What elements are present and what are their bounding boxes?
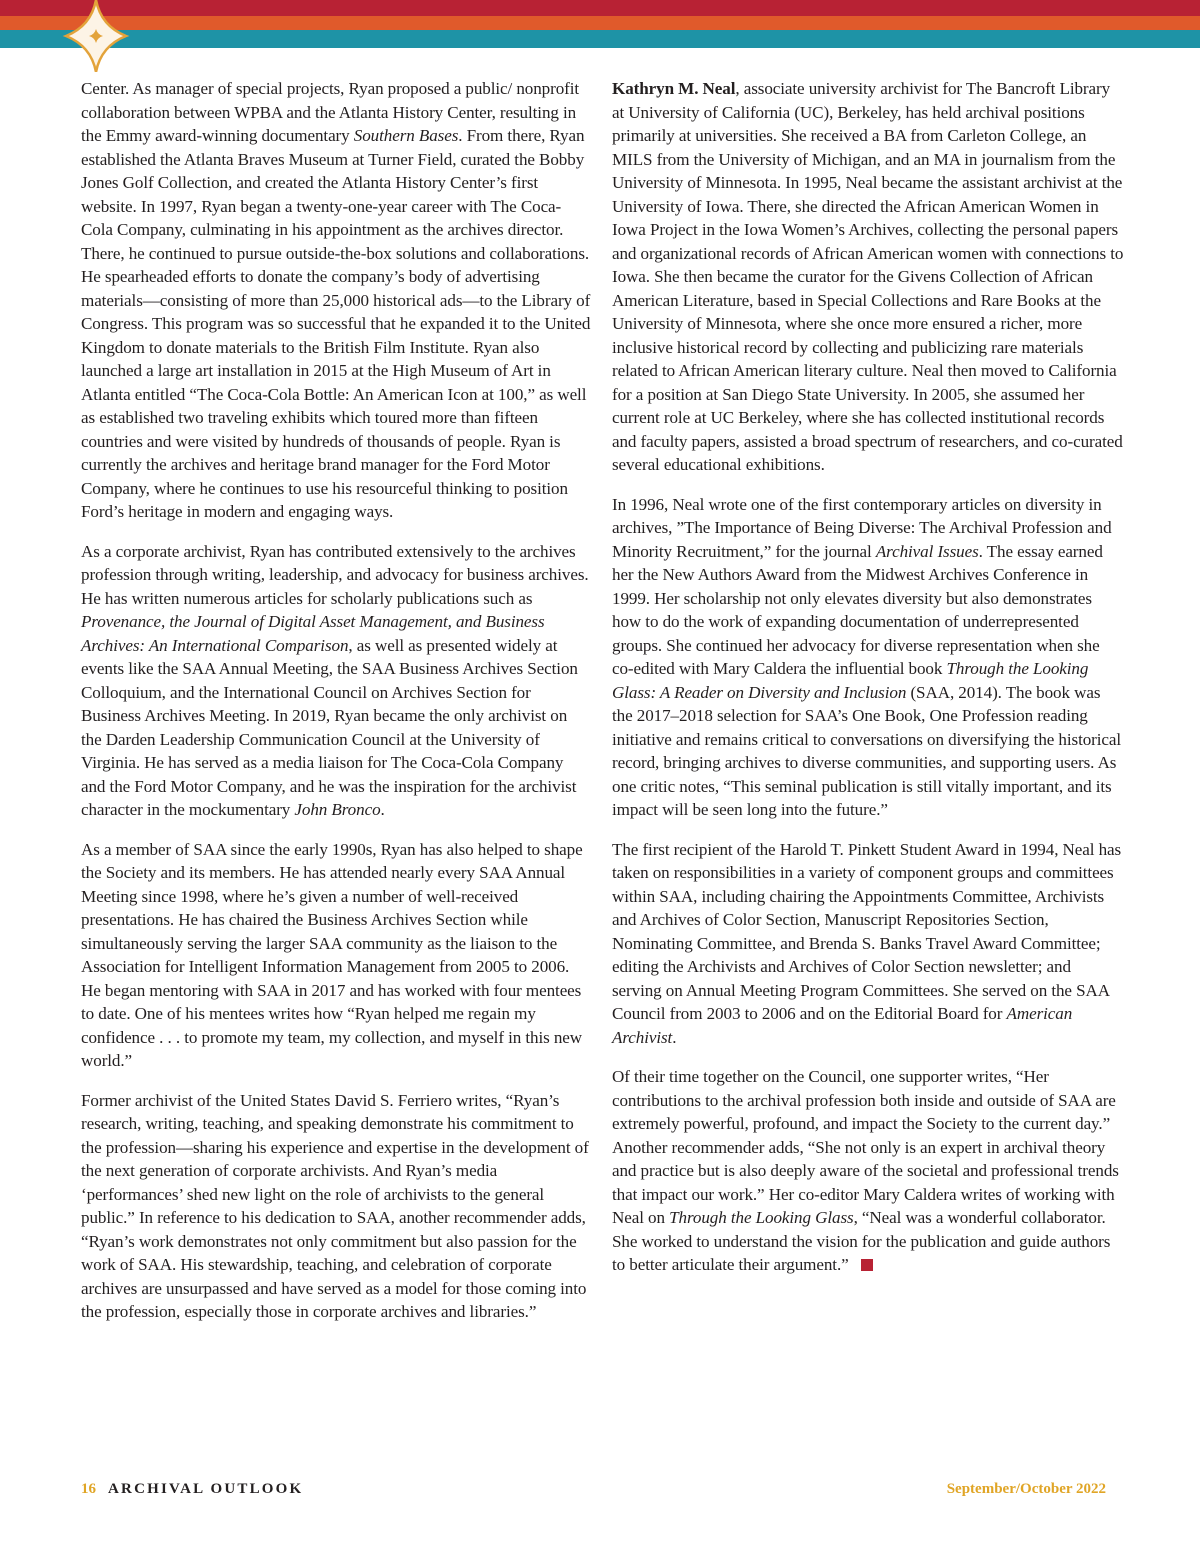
right-paragraph-1 [612, 77, 1124, 477]
italic-title: Southern Bases [353, 126, 459, 145]
italic-title: Through the Looking Glass: A Reader on Diversity and Inclusion [612, 659, 1089, 702]
right-paragraph-3: The first recipient of the Harold T. Pinkett Student Award in 1994, Neal has taken on responsibilities in a variety of component groups and committees within SAA, including chairing the Appointments Committee, Archivists and Archives of Color Section, Manuscript Repositories Section, Nominating Committee, and Brenda S. Banks Travel Award Committee; editing the Archivists and Archives of Color Section newsletter; and serving on Annual Meeting Program Committees. She served on the SAA Council from 2003 to 2006 and on the Editorial Board for American Archivist. [612, 839, 1122, 1047]
page-number: 16 [81, 1481, 96, 1497]
italic-title: John Bronco [294, 800, 381, 819]
right-column [612, 77, 1124, 1277]
left-paragraph-3: As a member of SAA since the early 1990s, Ryan has also helped to shape the Society and its members. He has attended nearly every SAA Annual Meeting since 1998, where he’s given a number of well-received presentations. He has chaired the Business Archives Section while simultaneously serving the larger SAA community as the liaison to the Association for Intelligent Information Management from 2005 to 2006. He began mentoring with SAA in 2017 and has worked with four mentees to date. One of his mentees writes how “Ryan helped me regain my confidence . . . to promote my team, my collection, and myself in this new world.” [81, 839, 583, 1070]
italic-title: Through the Looking Glass [669, 1208, 854, 1227]
header-band-red [0, 0, 1200, 16]
honoree-name: Kathryn M. Neal [612, 79, 736, 98]
left-paragraph-1: Center. As manager of special projects, Ryan proposed a public/ nonprofit collaboration between WPBA and the Atlanta History Center, resulting in the Emmy award-winning documentary Southern Bases. From there, Ryan established the Atlanta Braves Museum at Turner Field, curated the Bobby Jones Golf Collection, and created the Atlanta History Center’s first website. In 1997, Ryan began a twenty-one-year career with The Coca-Cola Company, culminating in his appointment as the archives director. There, he continued to pursue outside-the-box solutions and collaborations. He spearheaded efforts to donate the company’s body of advertising materials—consisting of more than 25,000 historical ads—to the Library of Congress. This program was so successful that he expanded it to the United Kingdom to donate materials to the British Film Institute. Ryan also launched a large art installation in 2015 at the High Museum of Art in Atlanta entitled “The Coca-Cola Bottle: An American Icon at 100,” as well as established two traveling exhibits which toured more than fifteen countries and were visited by hundreds of thousands of people. Ryan is currently the archives and heritage brand manager for the Ford Motor Company, where he continues to use his resourceful thinking to position Ford’s heritage in modern and engaging ways. [81, 79, 591, 521]
right-paragraph-1-text: , associate university archivist for The Bancroft Library at University of California (UC), Berkeley, has held archival positions primarily at universities. She received a BA from Carleton College, an MILS from the University of Michigan, and an MA in journalism from the University of Minnesota. In 1995, Neal became the assistant archivist at the University of Iowa. There, she directed the African American Women in Iowa Project in the Iowa Women’s Archives, collecting the personal papers and organizational records of African American women with connections to Iowa. She then became the curator for the Givens Collection of African American Literature, based in Special Collections and Rare Books at the University of Minnesota, where she once more ensured a richer, more inclusive historical record by collecting and publicizing rare materials related to African American literary culture. Neal then moved to California for a position at San Diego State University. In 2005, she assumed her current role at UC Berkeley, where she has collected institutional records and faculty papers, assisted a broad spectrum of researchers, and co-curated several educational exhibitions. [612, 79, 1124, 474]
left-column [81, 77, 591, 1324]
header-band-teal [0, 30, 1200, 48]
publication-name: ARCHIVAL OUTLOOK [108, 1481, 304, 1497]
end-mark-square-icon [861, 1259, 873, 1271]
italic-title: Provenance, the Journal of Digital Asset Management, and Business Archives: An International Comparison [81, 612, 545, 655]
right-paragraph-2: In 1996, Neal wrote one of the first contemporary articles on diversity in archives, ”The Importance of Being Diverse: The Archival Profession and Minority Recruitment,” for the journal Archival Issues. The essay earned her the New Authors Award from the Midwest Archives Conference in 1999. Her scholarship not only elevates diversity but also demonstrates how to do the work of expanding documentation of underrepresented groups. She continued her advocacy for diverse representation when she co-edited with Mary Caldera the influential book Through the Looking Glass: A Reader on Diversity and Inclusion (SAA, 2014). The book was the 2017–2018 selection for SAA’s One Book, One Profession reading initiative and remains critical to conversations on diversifying the historical record, bringing archives to diverse communities, and supporting users. As one critic notes, “This seminal publication is still vitally important, and its impact will be seen long into the future.” [612, 494, 1122, 819]
right-paragraph-4 [612, 1065, 1124, 1277]
left-paragraph-2: As a corporate archivist, Ryan has contributed extensively to the archives profession through writing, leadership, and advocacy for business archives. He has written numerous articles for scholarly publications such as Provenance, the Journal of Digital Asset Management, and Business Archives: An International Comparison, as well as presented widely at events like the SAA Annual Meeting, the SAA Business Archives Section Colloquium, and the International Council on Archives Section for Business Archives Meeting. In 2019, Ryan became the only archivist on the Darden Leadership Communication Council at the University of Virginia. He has served as a media liaison for The Coca-Cola Company and the Ford Motor Company, and he was the inspiration for the archivist character in the mockumentary John Bronco. [81, 541, 589, 819]
header-band-orange [0, 16, 1200, 30]
footer-left [81, 1481, 303, 1498]
issue-date: September/October 2022 [946, 1481, 1106, 1497]
left-paragraph-4: Former archivist of the United States David S. Ferriero writes, “Ryan’s research, writing, teaching, and speaking demonstrate his commitment to the profession—sharing his experience and expertise in the development of the next generation of corporate archivists. And Ryan’s media ‘performances’ shed new light on the role of archivists to the general public.” In reference to his dedication to SAA, another recommender adds, “Ryan’s work demonstrates not only commitment but also passion for the work of SAA. His stewardship, teaching, and celebration of corporate archives are unsurpassed and have served as a model for those coming into the profession, especially those in corporate archives and libraries.” [81, 1090, 589, 1321]
italic-title: Archival Issues [875, 541, 979, 561]
right-paragraph-4-text: Of their time together on the Council, one supporter writes, “Her contributions to the archival profession both inside and outside of SAA are extremely powerful, profound, and impact the Society to the current day.” Another recommender adds, “She not only is an expert in archival theory and practice but is also deeply aware of the societal and professional trends that impact our work.” Her co-editor Mary Caldera writes of working with Neal on Through the Looking Glass, “Neal was a wonderful collaborator. She worked to understand the vision for the publication and guide authors to better articulate their argument.” [612, 1067, 1119, 1274]
italic-title: American Archivist [612, 1004, 1073, 1047]
four-point-star-icon [48, 0, 144, 72]
